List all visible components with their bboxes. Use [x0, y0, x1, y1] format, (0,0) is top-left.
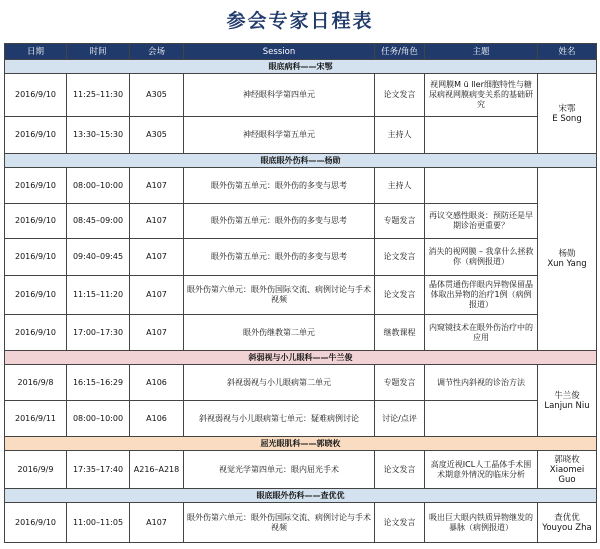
cell-venue: A107 [130, 503, 184, 543]
section-row [5, 489, 597, 503]
speaker-name-en: E Song [552, 113, 582, 124]
table-row [5, 276, 597, 315]
cell-role: 主持人 [375, 117, 425, 154]
cell-venue: A305 [130, 74, 184, 117]
table-row [5, 117, 597, 154]
cell-topic: 视网膜M ü ller细胞特性与糖尿病视网膜病变关系的基础研究 [425, 74, 538, 117]
cell-time: 11:25–11:30 [67, 74, 130, 117]
cell-date: 2016/9/10 [5, 239, 67, 276]
cell-session: 眼外伤第六单元：眼外伤国际交流、病例讨论与手术视频 [184, 503, 375, 543]
cell-time: 08:00–10:00 [67, 401, 130, 437]
cell-topic: 吸出巨大眼内铁质异物继发的暴脉（病例报道） [425, 503, 538, 543]
cell-venue: A216–A218 [130, 451, 184, 489]
cell-time: 11:15–11:20 [67, 276, 130, 315]
cell-time: 08:00–10:00 [67, 168, 130, 204]
section-row [5, 437, 597, 451]
cell-time: 09:40–09:45 [67, 239, 130, 276]
section-title: 眼底眼外伤科——查优优 [5, 489, 597, 503]
cell-date: 2016/9/11 [5, 401, 67, 437]
table-row [5, 315, 597, 351]
cell-date: 2016/9/10 [5, 204, 67, 239]
cell-date: 2016/9/10 [5, 168, 67, 204]
schedule-table [4, 43, 597, 543]
cell-role: 论文发言 [375, 276, 425, 315]
cell-time: 16:15–16:29 [67, 365, 130, 401]
speaker-name-cn: 查优优 [554, 512, 580, 523]
cell-session: 视觉光学第四单元：眼内屈光手术 [184, 451, 375, 489]
cell-topic: 晶体贯通伤伴眼内异物保留晶体取出异物的治疗1例（病例报道） [425, 276, 538, 315]
cell-venue: A107 [130, 239, 184, 276]
cell-topic: 调节性内斜视的诊治方法 [425, 365, 538, 401]
cell-role: 论文发言 [375, 503, 425, 543]
cell-time: 13:30–15:30 [67, 117, 130, 154]
cell-venue: A107 [130, 204, 184, 239]
table-row [5, 239, 597, 276]
cell-role: 论文发言 [375, 74, 425, 117]
cell-topic: 内窥镜技术在眼外伤治疗中的应用 [425, 315, 538, 351]
speaker-name-en: Lanjun Niu [544, 400, 590, 411]
table-row [5, 503, 597, 543]
section-title: 屈光眼肌科——郭晓枚 [5, 437, 597, 451]
cell-role: 主持人 [375, 168, 425, 204]
cell-session: 眼外伤第五单元：眼外伤的多变与思考 [184, 168, 375, 204]
cell-session: 眼外伤第五单元：眼外伤的多变与思考 [184, 204, 375, 239]
speaker-name-cn: 杨勋 [558, 249, 576, 259]
page-title: 参会专家日程表 [226, 10, 374, 32]
section-row [5, 351, 597, 365]
cell-session: 眼外伤第六单元：眼外伤国际交流、病例讨论与手术视频 [184, 276, 375, 315]
header-topic: 主题 [425, 44, 538, 60]
cell-date: 2016/9/9 [5, 451, 67, 489]
cell-role: 论文发言 [375, 239, 425, 276]
cell-date: 2016/9/8 [5, 365, 67, 401]
cell-venue: A107 [130, 168, 184, 204]
cell-topic [425, 168, 538, 204]
cell-topic [425, 401, 538, 437]
header-session: Session [184, 44, 375, 60]
speaker-name-en: Xun Yang [547, 259, 587, 269]
cell-topic: 高度近视ICL人工晶体手术围术期意外情况的临床分析 [425, 451, 538, 489]
section-title: 眼底眼外伤科——杨勋 [5, 154, 597, 168]
header-role: 任务/角色 [375, 44, 425, 60]
speaker-cell [538, 451, 597, 489]
cell-topic: 再议交感性眼炎：预防还是早期诊治更重要？ [425, 204, 538, 239]
speaker-cell [538, 503, 597, 543]
cell-role: 论文发言 [375, 451, 425, 489]
section-title: 眼底病科——宋鄂 [5, 60, 597, 74]
header-name: 姓名 [538, 44, 597, 60]
cell-time: 08:45–09:00 [67, 204, 130, 239]
cell-time: 11:00–11:05 [67, 503, 130, 543]
cell-role: 讨论/点评 [375, 401, 425, 437]
speaker-name-en: Youyou Zha [542, 522, 592, 533]
header-time: 时间 [67, 44, 130, 60]
cell-date: 2016/9/10 [5, 503, 67, 543]
cell-time: 17:35–17:40 [67, 451, 130, 489]
cell-venue: A106 [130, 401, 184, 437]
header-date: 日期 [5, 44, 67, 60]
cell-role: 继教课程 [375, 315, 425, 351]
cell-role: 专题发言 [375, 204, 425, 239]
table-row [5, 168, 597, 204]
cell-session: 斜视弱视与小儿眼病第七单元：疑难病例讨论 [184, 401, 375, 437]
speaker-cell [538, 365, 597, 437]
table-row [5, 74, 597, 117]
table-header-row [5, 44, 597, 60]
table-row [5, 401, 597, 437]
cell-topic [425, 117, 538, 154]
speaker-name-cn: 郭晓枚 [554, 454, 580, 465]
cell-venue: A305 [130, 117, 184, 154]
cell-date: 2016/9/10 [5, 276, 67, 315]
table-row [5, 451, 597, 489]
header-venue: 会场 [130, 44, 184, 60]
speaker-cell [538, 168, 597, 351]
cell-session: 眼外伤第五单元：眼外伤的多变与思考 [184, 239, 375, 276]
speaker-name-cn: 宋鄂 [558, 103, 576, 114]
cell-time: 17:00–17:30 [67, 315, 130, 351]
cell-venue: A107 [130, 315, 184, 351]
cell-session: 眼外伤继教第二单元 [184, 315, 375, 351]
cell-date: 2016/9/10 [5, 74, 67, 117]
table-row [5, 204, 597, 239]
cell-role: 专题发言 [375, 365, 425, 401]
table-row [5, 365, 597, 401]
section-title: 斜弱视与小儿眼科——牛兰俊 [5, 351, 597, 365]
speaker-name-cn: 牛兰俊 [554, 390, 580, 401]
cell-session: 斜视弱视与小儿眼病第二单元 [184, 365, 375, 401]
section-row [5, 60, 597, 74]
cell-topic: 消失的视网膜 – 我拿什么拯救你（病例报道） [425, 239, 538, 276]
speaker-cell [538, 74, 597, 154]
speaker-name-en: Xiaomei Guo [549, 464, 585, 485]
cell-session: 神经眼科学第五单元 [184, 117, 375, 154]
cell-session: 神经眼科学第四单元 [184, 74, 375, 117]
section-row [5, 154, 597, 168]
cell-date: 2016/9/10 [5, 117, 67, 154]
cell-venue: A107 [130, 276, 184, 315]
cell-date: 2016/9/10 [5, 315, 67, 351]
cell-venue: A106 [130, 365, 184, 401]
